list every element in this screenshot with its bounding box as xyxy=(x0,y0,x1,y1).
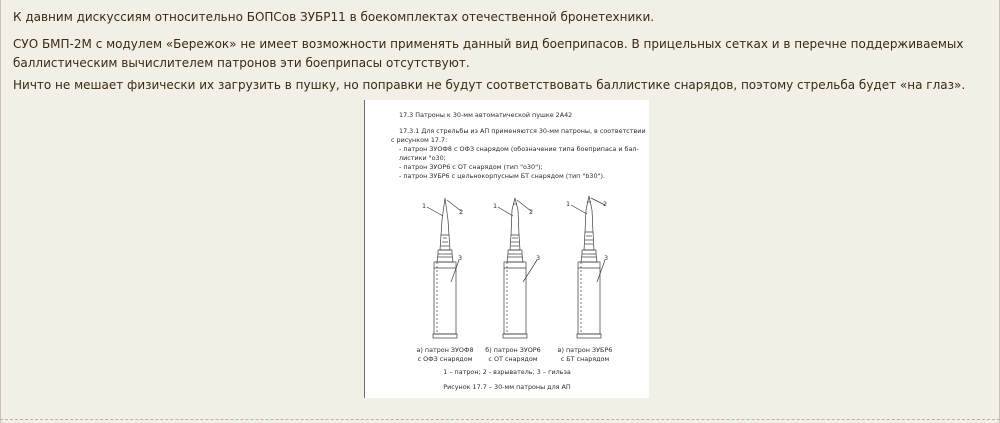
figure-caption: Рисунок 17.7 – 30-мм патроны для АП xyxy=(443,383,571,391)
round-c-label-1: в) патрон ЗУБР6 xyxy=(557,346,613,354)
post-paragraph-3: Ничто не мешает физически их загрузить в пушку, но поправки не будут соответствовать баллистике снарядов, поэтому стрельба будет «на глаз». xyxy=(13,78,966,92)
figure-legend: 1 – патрон; 2 - взрыватель; 3 – гильза xyxy=(443,368,571,376)
callout-1-b: 1 xyxy=(493,202,498,210)
callout-1-c: 1 xyxy=(566,200,571,208)
round-a-label-1: а) патрон ЗУОФ8 xyxy=(416,346,474,354)
post-paragraph-1: К давним дискуссиям относительно БОПСов ЗУБР11 в боекомплектах отечественной бронетехники. xyxy=(13,10,655,24)
round-c-label-2: с БТ снарядом xyxy=(560,355,610,363)
scan-intro-line-1: 17.3.1 Для стрельбы из АП применяются 30-мм патроны, в соответствии xyxy=(399,127,646,135)
scan-intro-line-2: с рисунком 17.7: xyxy=(391,136,448,144)
scanned-document-image[interactable] xyxy=(364,100,649,398)
scan-heading: 17.3 Патроны к 30-мм автоматической пушке 2А42 xyxy=(399,111,573,119)
post-divider xyxy=(0,419,1000,420)
callout-1-a: 1 xyxy=(422,202,427,210)
cartridge-a-drawing xyxy=(433,198,457,338)
callout-3-c: 3 xyxy=(604,254,609,262)
scan-bullet-1-line-1: - патрон ЗУОФ8 с ОФЗ снарядом (обозначение типа боеприпаса и бал- xyxy=(399,145,639,153)
round-b-label-1: б) патрон ЗУОР6 xyxy=(485,346,541,354)
post-left-border xyxy=(0,0,1,423)
cartridge-b-drawing xyxy=(503,198,527,338)
callout-3-a: 3 xyxy=(458,254,463,262)
cartridge-c-drawing xyxy=(577,196,601,338)
scan-bullet-3: - патрон ЗУБР6 с цельнокорпусным БТ снарядом (тип "b30"). xyxy=(399,172,605,180)
callout-2-c: 2 xyxy=(603,200,608,208)
callout-2-b: 2 xyxy=(529,208,534,216)
post-paragraph-2: СУО БМП-2М с модулем «Бережок» не имеет возможности применять данный вид боеприпасов. В прицельных сетках и в перечне поддерживаемых баллистическим вычислителем патронов эти боеприпасы отсутствуют. xyxy=(13,37,964,70)
round-b-label-2: с ОТ снарядом xyxy=(488,355,538,363)
callout-3-b: 3 xyxy=(536,254,541,262)
scan-bullet-1-line-2: листики "о30; xyxy=(399,154,446,162)
scan-bullet-2: - патрон ЗУОР6 с ОТ снарядом (тип "о30"); xyxy=(399,163,543,171)
callout-2-a: 2 xyxy=(459,208,464,216)
round-a-label-2: с ОФЗ снарядом xyxy=(417,355,473,363)
